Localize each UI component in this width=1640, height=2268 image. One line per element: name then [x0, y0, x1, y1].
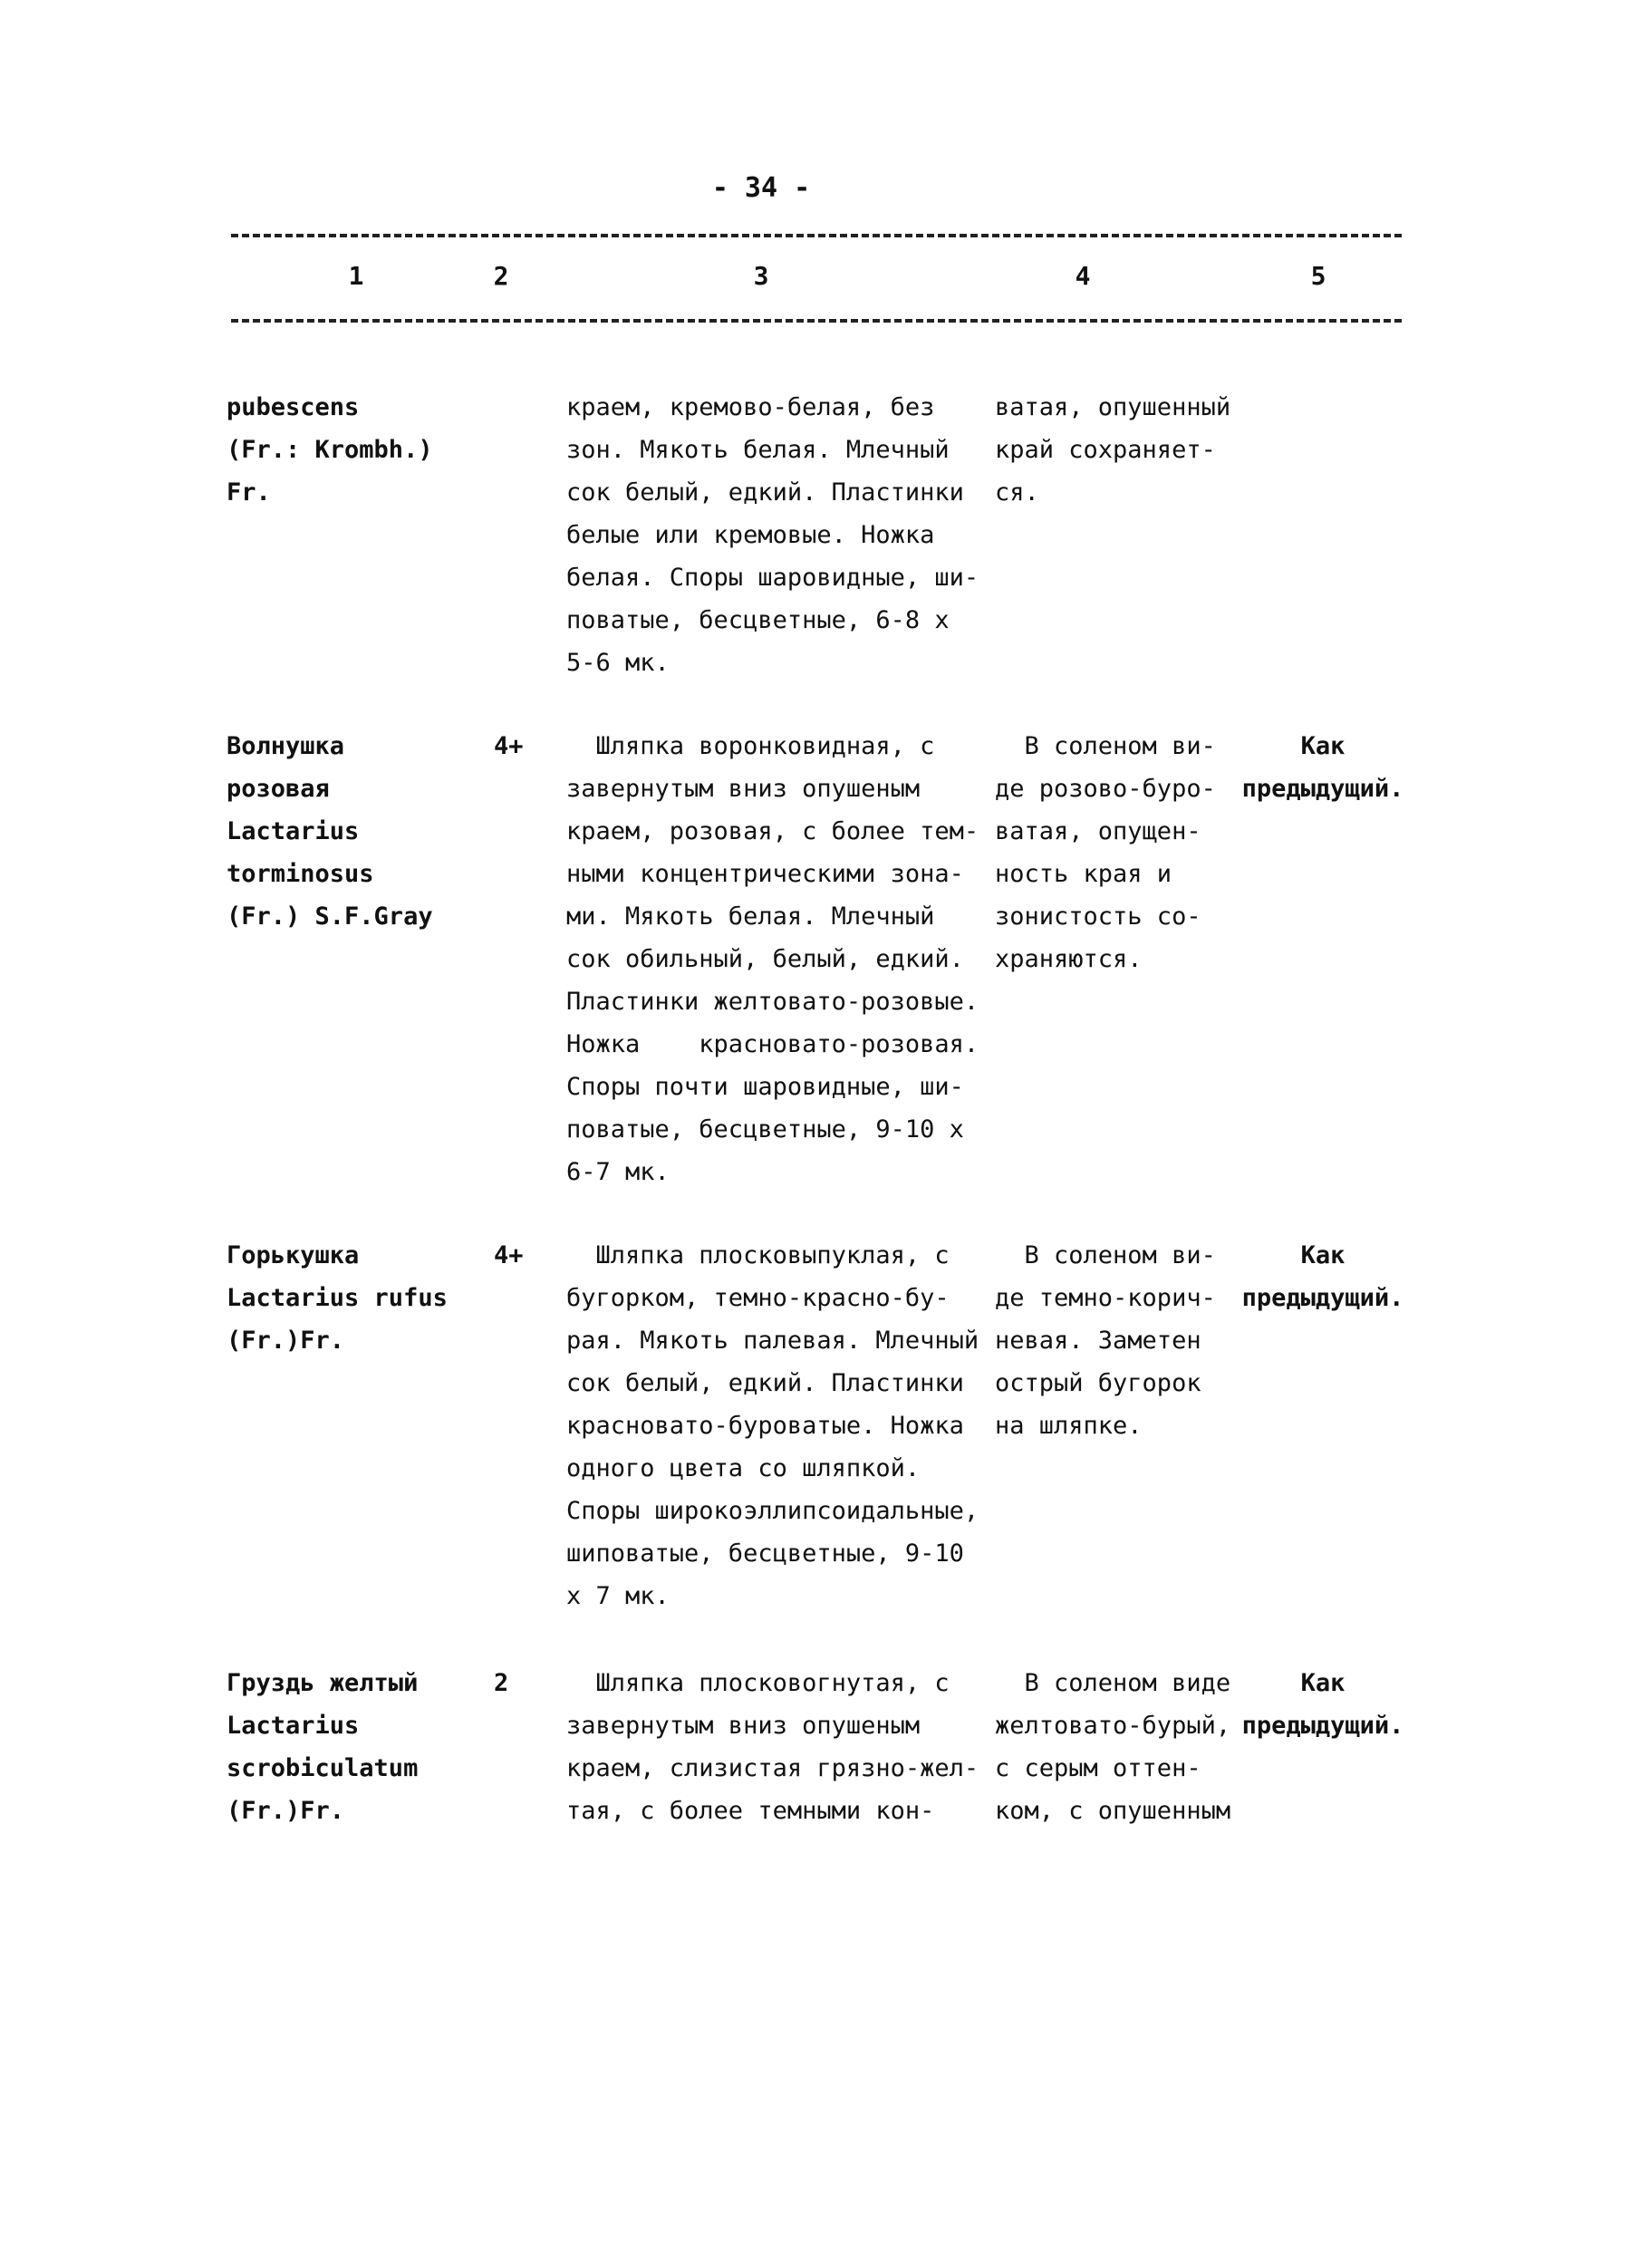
remark-cell: [1232, 1234, 1413, 1319]
remark-line: предыдущий.: [1241, 1712, 1404, 1740]
preparation-note-line: В соленом виде: [995, 1669, 1231, 1697]
description-line: сок белый, едкий. Пластинки: [566, 1369, 964, 1397]
preparation-note-cell: [995, 386, 1232, 514]
preparation-note-line: острый бугорок: [995, 1369, 1201, 1397]
preparation-note-line: В соленом ви-: [995, 1241, 1216, 1269]
preparation-note-line: край сохраняет-: [995, 436, 1216, 464]
description-line: шиповатые, бесцветные, 9-10: [566, 1539, 964, 1568]
description-line: тая, с более темными кон-: [566, 1797, 935, 1825]
species-name-line: розовая: [227, 775, 330, 803]
description-line: 6-7 мк.: [566, 1158, 670, 1186]
description-cell: [566, 1234, 979, 1617]
species-name-line: Lactarius: [227, 1712, 360, 1740]
column-number-1: 1: [348, 261, 364, 291]
species-name-line: (Fr.)Fr.: [227, 1797, 345, 1825]
description-line: одного цвета со шляпкой.: [566, 1454, 921, 1482]
remark-line: предыдущий.: [1241, 1284, 1404, 1312]
species-name-line: (Fr.)Fr.: [227, 1327, 345, 1355]
remark-line: предыдущий.: [1241, 775, 1404, 803]
description-cell: [566, 1662, 979, 1832]
preparation-note-line: де розово-буро-: [995, 775, 1216, 803]
description-line: х 7 мк.: [566, 1582, 670, 1610]
remark-line: Как: [1300, 1669, 1346, 1697]
preparation-note-cell: [995, 1662, 1232, 1832]
remark-line: Как: [1300, 732, 1346, 760]
grade-line: 2: [494, 1669, 509, 1697]
description-line: завернутым вниз опушеным: [566, 1712, 921, 1740]
remark-cell: [1232, 725, 1413, 810]
description-line: Шляпка плосковогнутая, с: [566, 1669, 950, 1697]
description-line: красновато-буроватые. Ножка: [566, 1412, 964, 1440]
remark-cell: [1232, 1662, 1413, 1747]
grade-line: 4+: [494, 732, 524, 760]
description-line: белая. Споры шаровидные, ши-: [566, 564, 979, 592]
description-cell: [566, 386, 979, 684]
grade-cell: [494, 1234, 548, 1277]
preparation-note-line: желтовато-бурый,: [995, 1712, 1231, 1740]
column-number-5: 5: [1310, 261, 1326, 291]
preparation-note-cell: [995, 1234, 1232, 1447]
description-line: поватые, бесцветные, 9-10 х: [566, 1115, 964, 1144]
species-name-line: Груздь желтый: [227, 1669, 419, 1697]
species-name-line: (Fr.) S.F.Gray: [227, 902, 433, 931]
description-line: сок белый, едкий. Пластинки: [566, 478, 964, 507]
species-name-line: Горькушка: [227, 1241, 360, 1269]
species-name-line: Lactarius: [227, 817, 360, 845]
species-name-line: scrobiculatum: [227, 1754, 419, 1782]
species-name-line: pubescens: [227, 393, 360, 421]
description-line: ными концентрическими зона-: [566, 860, 964, 888]
top-dashed-rule: [231, 234, 1402, 237]
description-line: 5-6 мк.: [566, 649, 670, 677]
description-line: сок обильный, белый, едкий.: [566, 945, 964, 973]
description-line: рая. Мякоть палевая. Млечный: [566, 1327, 979, 1355]
preparation-note-line: с серым оттен-: [995, 1754, 1201, 1782]
description-line: Споры почти шаровидные, ши-: [566, 1073, 964, 1101]
preparation-note-line: ся.: [995, 478, 1039, 507]
column-number-4: 4: [1075, 261, 1091, 291]
description-cell: [566, 725, 979, 1193]
description-line: ми. Мякоть белая. Млечный: [566, 902, 935, 931]
description-line: поватые, бесцветные, 6-8 х: [566, 606, 950, 634]
preparation-note-line: невая. Заметен: [995, 1327, 1201, 1355]
description-line: бугорком, темно-красно-бу-: [566, 1284, 950, 1312]
species-name-line: (Fr.: Krombh.): [227, 436, 433, 464]
preparation-note-line: ком, с опушенным: [995, 1797, 1231, 1825]
description-line: зон. Мякоть белая. Млечный: [566, 436, 950, 464]
preparation-note-line: зонистость со-: [995, 902, 1201, 931]
description-line: белые или кремовые. Ножка: [566, 521, 935, 549]
description-line: завернутым вниз опушеным: [566, 775, 921, 803]
remark-line: Как: [1300, 1241, 1346, 1269]
description-line: краем, слизистая грязно-жел-: [566, 1754, 979, 1782]
description-line: Споры широкоэллипсоидальные,: [566, 1497, 979, 1525]
column-number-3: 3: [753, 261, 769, 291]
description-line: Ножка красновато-розовая.: [566, 1030, 979, 1058]
preparation-note-line: на шляпке.: [995, 1412, 1143, 1440]
preparation-note-line: храняются.: [995, 945, 1143, 973]
preparation-note-line: ватая, опущен-: [995, 817, 1201, 845]
description-line: краем, кремово-белая, без: [566, 393, 935, 421]
page-number: - 34 -: [711, 172, 811, 204]
description-line: Пластинки желтовато-розовые.: [566, 988, 979, 1016]
species-name-line: torminosus: [227, 860, 374, 888]
species-name-cell: [227, 386, 498, 514]
preparation-note-cell: [995, 725, 1232, 980]
species-name-line: Fr.: [227, 478, 271, 507]
header-dashed-rule: [231, 319, 1402, 323]
description-line: Шляпка плосковыпуклая, с: [566, 1241, 950, 1269]
species-name-line: Волнушка: [227, 732, 345, 760]
description-line: Шляпка воронковидная, с: [566, 732, 935, 760]
preparation-note-line: ность края и: [995, 860, 1172, 888]
grade-cell: [494, 1662, 548, 1704]
preparation-note-line: ватая, опушенный: [995, 393, 1231, 421]
preparation-note-line: де темно-корич-: [995, 1284, 1216, 1312]
species-name-cell: [227, 1234, 498, 1362]
grade-line: 4+: [494, 1241, 524, 1269]
grade-cell: [494, 725, 548, 767]
preparation-note-line: В соленом ви-: [995, 732, 1216, 760]
description-line: краем, розовая, с более тем-: [566, 817, 979, 845]
column-number-2: 2: [493, 261, 509, 291]
species-name-line: Lactarius rufus: [227, 1284, 448, 1312]
species-name-cell: [227, 1662, 498, 1832]
species-name-cell: [227, 725, 498, 938]
